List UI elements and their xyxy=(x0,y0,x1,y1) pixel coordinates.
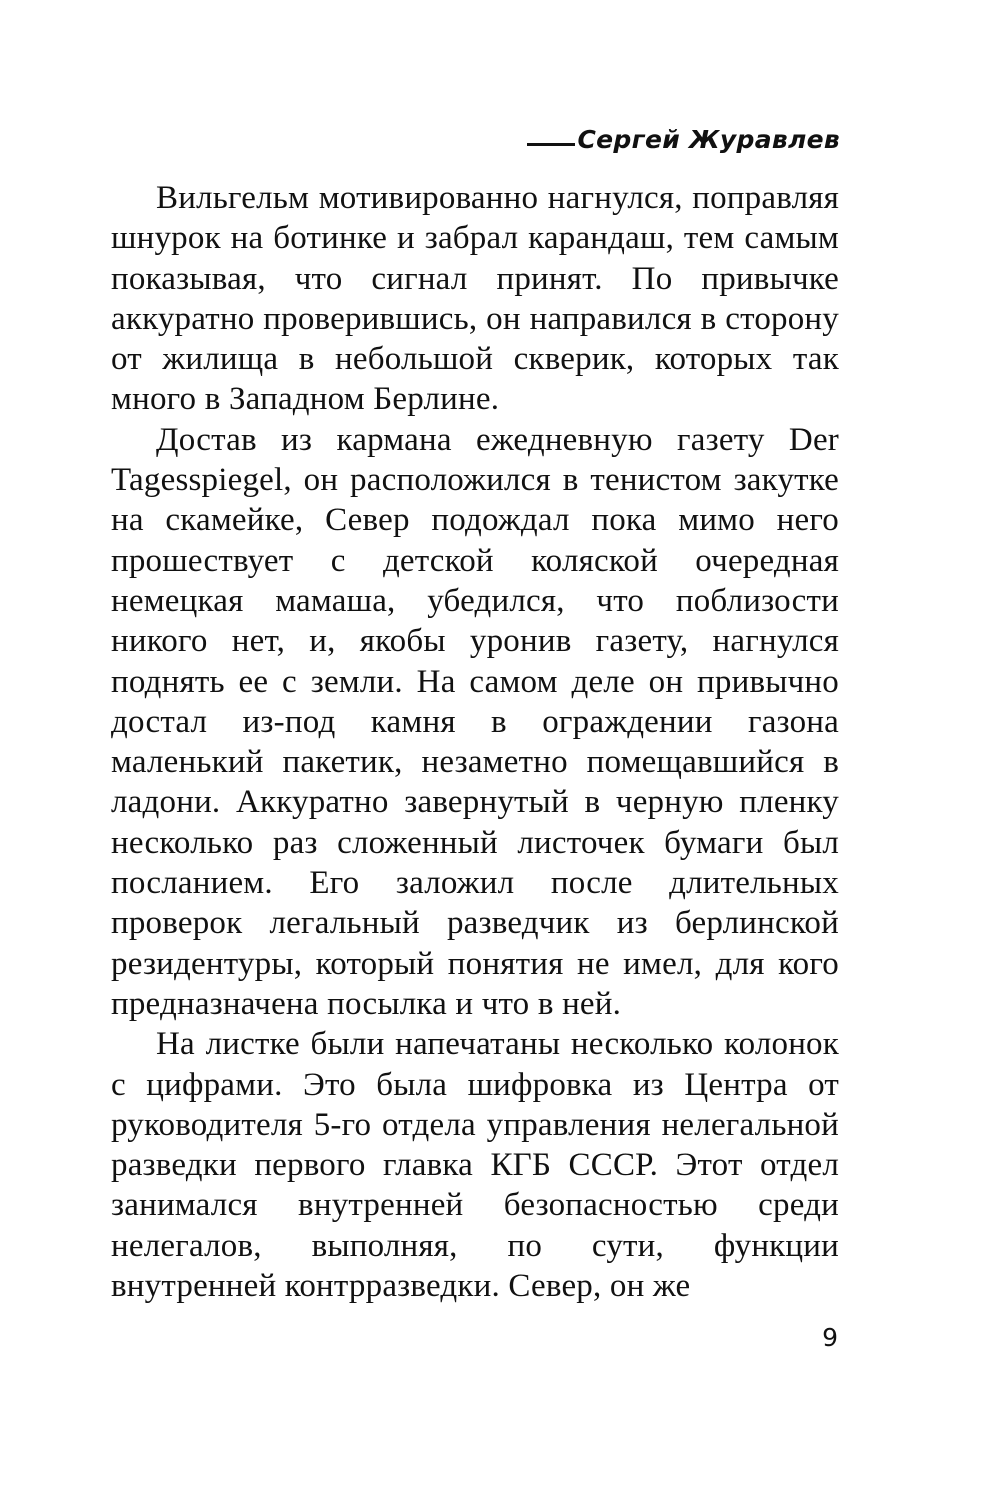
header-rule xyxy=(527,143,575,146)
header-author: Сергей Журавлев xyxy=(577,125,840,154)
page-number: 9 xyxy=(822,1323,838,1352)
paragraph-3: На листке были напечатаны несколько колонок с цифрами. Это была шифровка из Центра от руководителя 5-го отдела управления нелегальной разведки первого главка КГБ СССР. Этот отдел занимался внутренней безопасностью среди нелегалов, выполняя, по сути, функции внутренней контрразведки. Север, он же xyxy=(111,1026,839,1305)
body-text xyxy=(111,178,839,1306)
paragraph-2: Достав из кармана ежедневную газету Der Tagesspiegel, он расположился в тенистом закутке на скамейке, Север подождал пока мимо него прошествует с детской коляской очередная немецкая мамаша, убедился, что поблизости никого нет, и, якобы уронив газету, нагнулся поднять ее с земли. На самом деле он привычно достал из-под камня в ограждении газона маленький пакетик, незаметно помещавшийся в ладони. Аккуратно завернутый в черную пленку несколько раз сложенный листочек бумаги был посланием. Его заложил после длительных проверок легальный разведчик из берлинской резидентуры, который понятия не имел, для кого предназначена посылка и что в ней. xyxy=(111,421,839,1022)
paragraph-1: Вильгельм мотивированно нагнулся, поправляя шнурок на ботинке и забрал карандаш, тем самым показывая, что сигнал принят. По привычке аккуратно проверившись, он направился в сторону от жилища в небольшой скверик, которых так много в Западном Берлине. xyxy=(111,180,839,418)
running-header xyxy=(520,112,840,152)
